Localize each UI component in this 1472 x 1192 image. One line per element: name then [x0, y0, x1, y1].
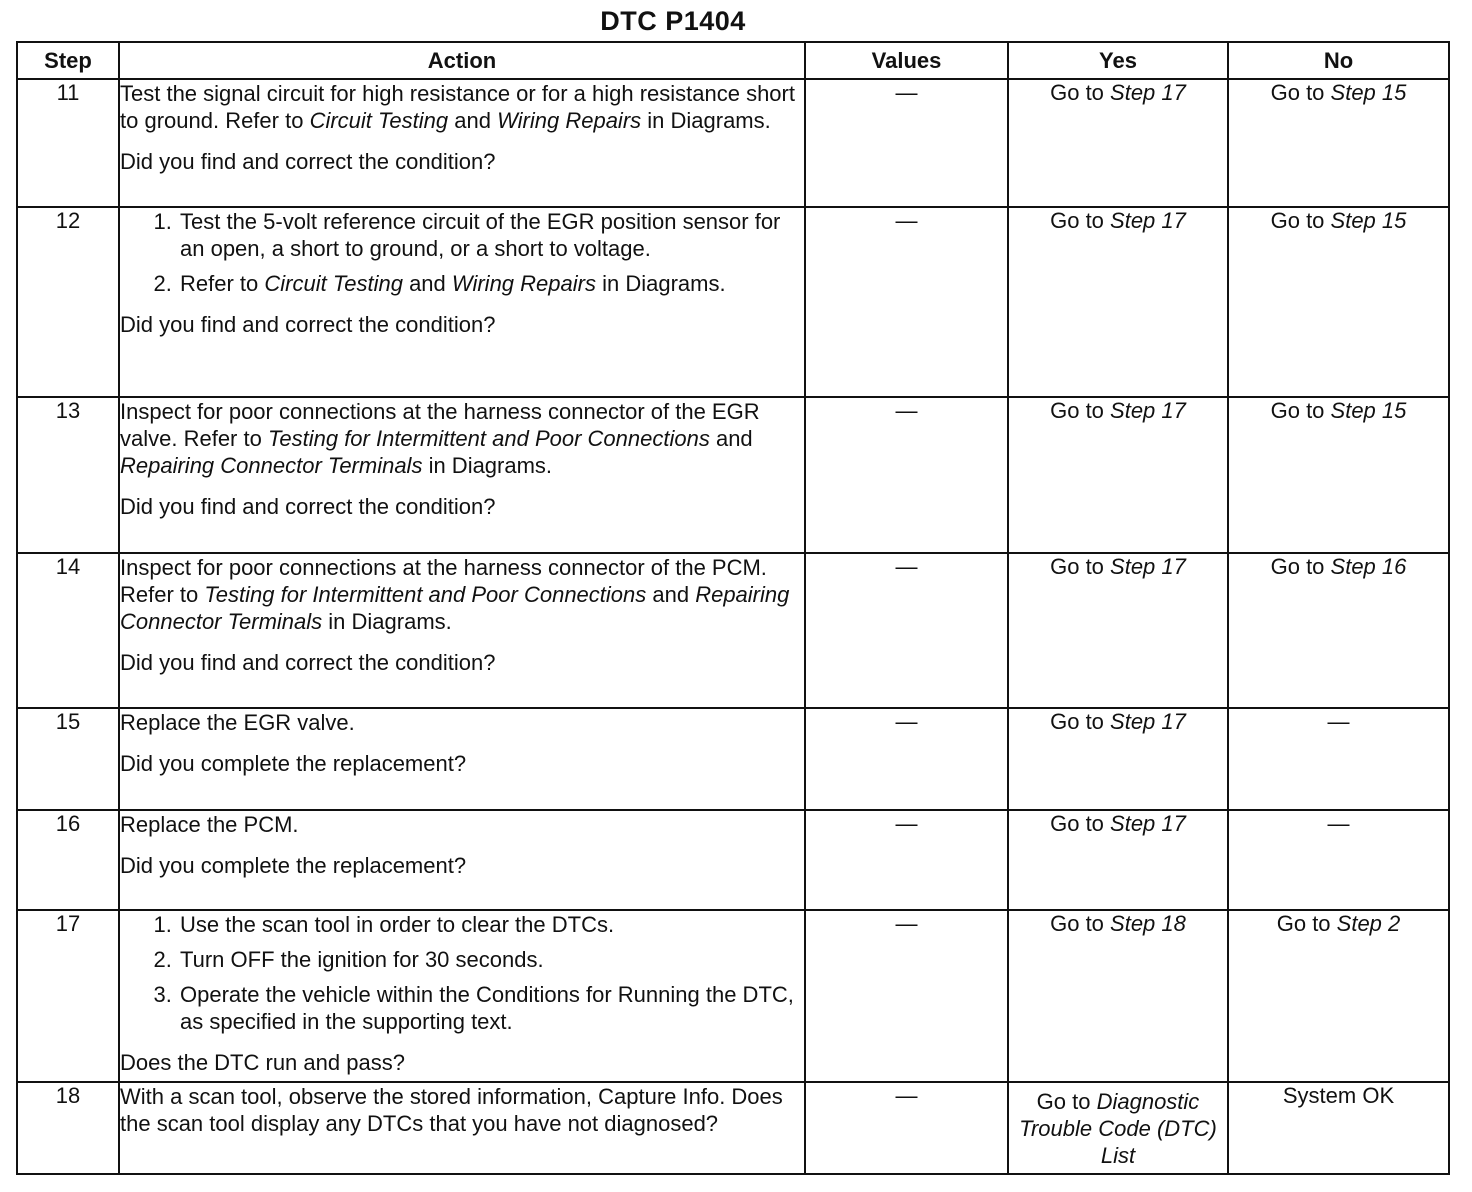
table-row	[17, 397, 1449, 553]
action-question: Did you find and correct the condition?	[120, 149, 496, 174]
values-cell: —	[805, 1082, 1008, 1174]
action-question: Did you find and correct the condition?	[120, 312, 496, 337]
list-item: 1. Use the scan tool in order to clear the DTCs.	[178, 911, 804, 938]
list-item: 1. Test the 5-volt reference circuit of the EGR position sensor for an open, a short to ground, or a short to voltage.	[178, 208, 804, 262]
step-number: 12	[17, 207, 119, 397]
action-question: Did you find and correct the condition?	[120, 494, 496, 519]
yes-cell: Go to Step 17	[1008, 79, 1228, 207]
action-cell	[119, 810, 805, 910]
action-text: Test the signal circuit for high resistance or for a high resistance short to ground. Refer to Circuit Testing and Wiring Repairs in Diagrams.	[120, 81, 795, 133]
step-number: 13	[17, 397, 119, 553]
action-text: With a scan tool, observe the stored information, Capture Info. Does the scan tool display any DTCs that you have not diagnosed?	[120, 1084, 783, 1136]
yes-cell: Go to Step 18	[1008, 910, 1228, 1082]
action-cell	[119, 708, 805, 810]
action-list	[120, 911, 804, 1035]
values-cell: —	[805, 79, 1008, 207]
header-yes: Yes	[1008, 42, 1228, 79]
action-cell	[119, 553, 805, 708]
list-item: 3. Operate the vehicle within the Conditions for Running the DTC, as specified in the supporting text.	[178, 981, 804, 1035]
action-text: Replace the EGR valve.	[120, 710, 355, 735]
action-cell	[119, 79, 805, 207]
step-number: 17	[17, 910, 119, 1082]
list-item: 2. Turn OFF the ignition for 30 seconds.	[178, 946, 804, 973]
values-cell: —	[805, 910, 1008, 1082]
step-number: 14	[17, 553, 119, 708]
table-row	[17, 207, 1449, 397]
table-row	[17, 910, 1449, 1082]
no-cell: System OK	[1228, 1082, 1449, 1174]
no-cell: Go to Step 15	[1228, 397, 1449, 553]
action-question: Did you find and correct the condition?	[120, 650, 496, 675]
action-question: Did you complete the replacement?	[120, 751, 467, 776]
table-row	[17, 1082, 1449, 1174]
table-header-row	[17, 42, 1449, 79]
action-text: Inspect for poor connections at the harness connector of the EGR valve. Refer to Testing for Intermittent and Poor Connections and Repairing Connector Terminals in Diagrams.	[120, 399, 760, 478]
action-cell	[119, 207, 805, 397]
no-cell: Go to Step 15	[1228, 79, 1449, 207]
yes-cell: Go to Step 17	[1008, 397, 1228, 553]
action-question: Does the DTC run and pass?	[120, 1050, 405, 1075]
no-cell: Go to Step 16	[1228, 553, 1449, 708]
yes-cell: Go to Step 17	[1008, 553, 1228, 708]
diagnostic-table	[16, 41, 1450, 1175]
values-cell: —	[805, 810, 1008, 910]
step-number: 11	[17, 79, 119, 207]
page-title: DTC P1404	[600, 6, 746, 36]
no-cell: Go to Step 2	[1228, 910, 1449, 1082]
step-number: 16	[17, 810, 119, 910]
table-row	[17, 553, 1449, 708]
no-cell: —	[1228, 708, 1449, 810]
step-number: 15	[17, 708, 119, 810]
values-cell: —	[805, 708, 1008, 810]
table-row	[17, 810, 1449, 910]
table-row	[17, 708, 1449, 810]
action-text: Replace the PCM.	[120, 812, 299, 837]
list-item: 2. Refer to Circuit Testing and Wiring Repairs in Diagrams.	[178, 270, 804, 297]
values-cell: —	[805, 553, 1008, 708]
action-text: Inspect for poor connections at the harness connector of the PCM. Refer to Testing for Intermittent and Poor Connections and Repairing Connector Terminals in Diagrams.	[120, 555, 790, 634]
action-cell	[119, 397, 805, 553]
header-values: Values	[805, 42, 1008, 79]
action-list	[120, 208, 804, 297]
step-number: 18	[17, 1082, 119, 1174]
header-no: No	[1228, 42, 1449, 79]
header-step: Step	[17, 42, 119, 79]
yes-cell: Go to Diagnostic Trouble Code (DTC) List	[1008, 1082, 1228, 1174]
header-action: Action	[119, 42, 805, 79]
action-cell	[119, 910, 805, 1082]
yes-cell: Go to Step 17	[1008, 810, 1228, 910]
action-question: Did you complete the replacement?	[120, 853, 467, 878]
table-row	[17, 79, 1449, 207]
yes-cell: Go to Step 17	[1008, 207, 1228, 397]
values-cell: —	[805, 397, 1008, 553]
yes-cell: Go to Step 17	[1008, 708, 1228, 810]
no-cell: —	[1228, 810, 1449, 910]
no-cell: Go to Step 15	[1228, 207, 1449, 397]
action-cell	[119, 1082, 805, 1174]
values-cell: —	[805, 207, 1008, 397]
